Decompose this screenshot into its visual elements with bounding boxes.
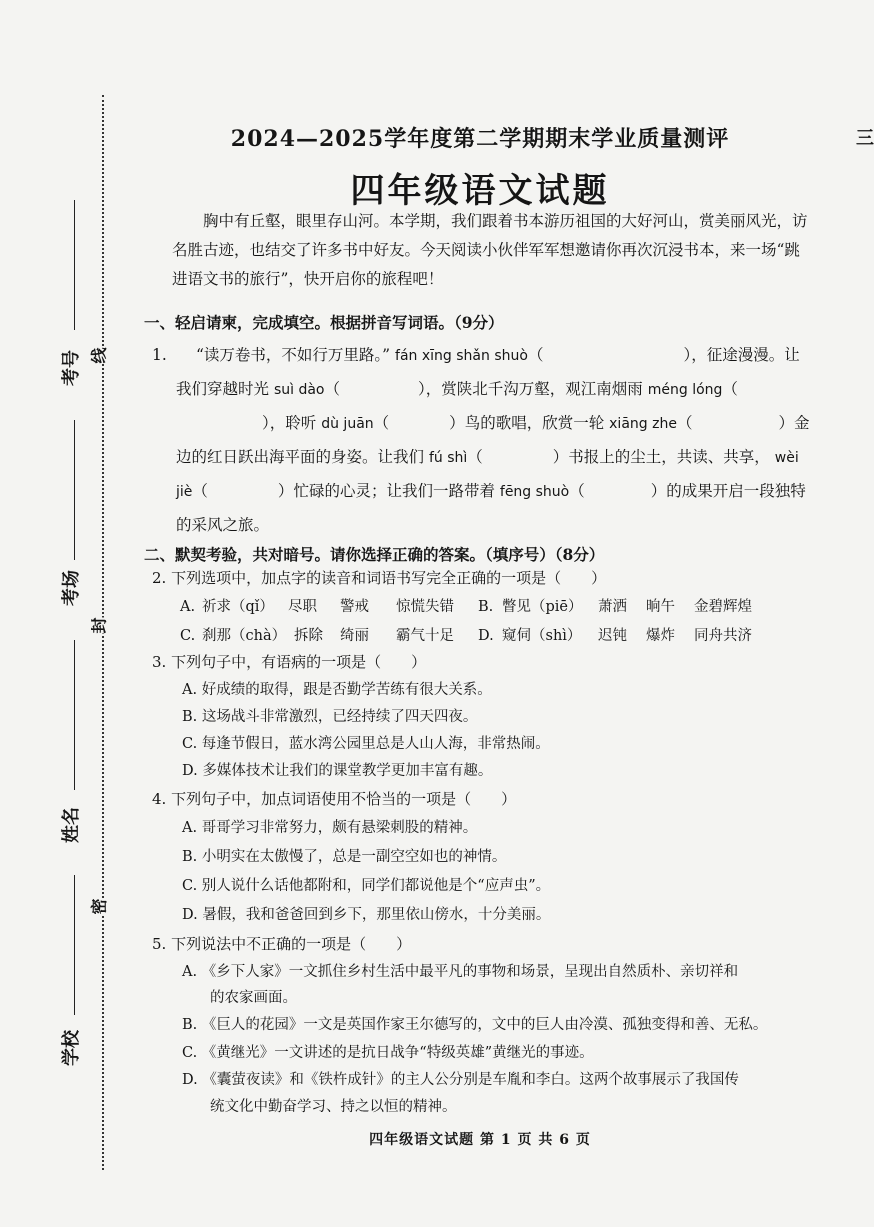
q2-row-ab: A. 祈求（qǐ） 尽职 警戒 惊慌失错 B. 瞥见（piē） 萧洒 晌午 金碧辉煌 (180, 599, 752, 615)
q1-number: 1. (152, 346, 167, 364)
name-label: 姓名 (57, 805, 83, 845)
corner-mark: 三 (856, 128, 874, 149)
pinyin: fán xīng shǎn shuò (395, 348, 528, 364)
q3-option-c: C. 每逢节假日，蓝水湾公园里总是人山人海，非常热闹。 (182, 736, 550, 752)
q5-option-a-cont: 的农家画面。 (210, 990, 297, 1006)
pinyin: xiāng zhe (609, 416, 677, 432)
section1-heading: 一、轻启请柬，完成填空。根据拼音写词语。（9分） (144, 313, 504, 332)
q3-option-b: B. 这场战斗非常激烈，已经持续了四天四夜。 (182, 709, 478, 725)
page-footer: 四年级语文试题 第 1 页 共 6 页 (369, 1132, 591, 1148)
pinyin: dù juān (321, 416, 374, 432)
exam-subtitle: 四年级语文试题 (350, 171, 610, 211)
room-fill-line (74, 420, 75, 560)
q2-stem: 2. 下列选项中，加点字的读音和词语书写完全正确的一项是（ ） (152, 569, 607, 587)
q5-option-a: A. 《乡下人家》一文抓住乡村生活中最平凡的事物和场景，呈现出自然质朴、亲切祥和 (182, 964, 739, 980)
name-fill-line (74, 640, 75, 790)
pinyin: fú shì (428, 450, 468, 466)
exam-title: 2024—2025学年度第二学期期末学业质量测评 (230, 126, 730, 152)
school-fill-line (74, 875, 75, 1015)
q3-option-d: D. 多媒体技术让我们的课堂教学更加丰富有趣。 (182, 763, 493, 779)
intro-paragraph: 胸中有丘壑，眼里存山河。本学期，我们跟着书本游历祖国的大好河山，赏美丽风光，访名胜古迹，也结交了许多书中好友。今天阅读小伙伴军军想邀请你再次沉浸书本，来一场“跳进语文书的旅行”，快开启你的旅程吧！ (172, 212, 808, 288)
q4-option-b: B. 小明实在太傲慢了，总是一副空空如也的神情。 (182, 849, 507, 865)
q5-option-b: B. 《巨人的花园》一文是英国作家王尔德写的，文中的巨人由冷漠、孤独变得和善、无私。 (182, 1017, 768, 1033)
q4-stem: 4. 下列句子中，加点词语使用不恰当的一项是（ ） (152, 790, 517, 808)
number-label: 考号 (57, 348, 83, 388)
q3-stem: 3. 下列句子中，有语病的一项是（ ） (152, 653, 427, 671)
seal-feng: 封 (85, 617, 112, 633)
q4-option-d: D. 暑假，我和爸爸回到乡下，那里依山傍水，十分美丽。 (182, 907, 551, 923)
q1-body: “读万卷书，不如行万里路。” fán xīng shǎn shuò（ ），征途漫漫。让我们穿越时光 suì dào（ ），赏陕北千沟万壑，观江南烟雨 méng lóng（），聆听 dù juān（ ）鸟的歌唱，欣赏一轮 xiāng zhe（ ）金边的红日跃出海平面的身姿。让我们 fú shì（ ）书报上的尘土，共读、共享， wèi jiè（ ）忙碌的心灵；让我们一路带着 fēng shuò（ ）的成果开启一段独特的采风之旅。 (176, 346, 810, 534)
q5-option-d-cont: 统文化中勤奋学习、持之以恒的精神。 (210, 1099, 457, 1115)
pinyin: méng lóng (647, 382, 723, 398)
seal-mi: 密 (85, 898, 112, 914)
seal-xian: 线 (85, 347, 112, 363)
pinyin: fēng shuò (499, 484, 570, 500)
pinyin: suì dào (273, 382, 325, 398)
q5-option-c: C. 《黄继光》一文讲述的是抗日战争“特级英雄”黄继光的事迹。 (182, 1045, 594, 1061)
q2-row-cd: C. 刹那（chà） 拆除 绮丽 霸气十足 D. 窥伺（shì） 迟钝 爆炸 同舟共济 (180, 628, 752, 644)
room-label: 考场 (57, 568, 83, 608)
q5-stem: 5. 下列说法中不正确的一项是（ ） (152, 935, 412, 953)
section2-heading: 二、默契考验，共对暗号。请你选择正确的答案。（填序号）（8分） (144, 545, 605, 564)
q5-option-d: D. 《囊萤夜读》和《铁杵成针》的主人公分别是车胤和李白。这两个故事展示了我国传 (182, 1072, 739, 1088)
pinyin: wèi jiè (176, 450, 799, 500)
question-1 (152, 339, 812, 534)
q3-option-a: A. 好成绩的取得，跟是否勤学苦练有很大关系。 (182, 682, 492, 698)
number-fill-line (74, 200, 75, 330)
q4-option-c: C. 别人说什么话他都附和，同学们都说他是个“应声虫”。 (182, 878, 551, 894)
school-label: 学校 (57, 1028, 83, 1068)
q4-option-a: A. 哥哥学习非常努力，颇有悬梁刺股的精神。 (182, 820, 478, 836)
